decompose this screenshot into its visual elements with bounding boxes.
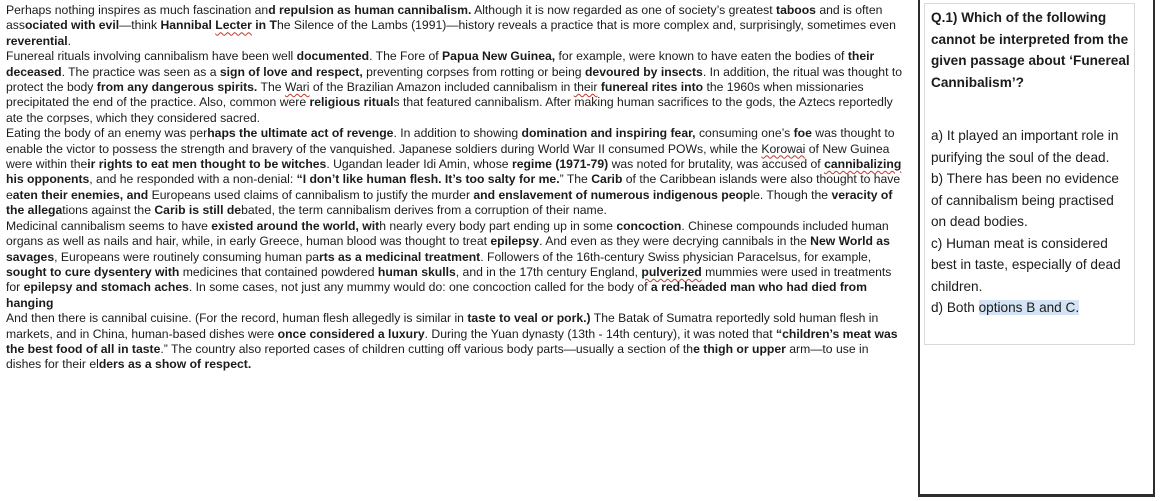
paragraph-intro: Perhaps nothing inspires as much fascination and repulsion as human cannibalism. Although it is now regarded as one of society’s greatest taboos and is often associated with evil—think Hannibal Lecter in The Silence of the Lambs (1991)—history reveals a practice that is more complex and, surprisingly, sometimes even reverential. [6,3,896,48]
question-title: Q.1) Which of the following cannot be interpreted from the given passage about ‘Funereal Cannibalism’? [931,10,1130,90]
option-b[interactable]: b) There has been no evidence of cannibalism being practised on dead bodies. [931,171,1119,229]
paragraph-funereal: Funereal rituals involving cannibalism have been well documented. The Fore of Papua New Guinea, for example, were known to have eaten the bodies of their deceased. The practice was seen as a sign of love and respect, preventing corpses from rotting or being devoured by insects. In addition, the ritual was thought to protect the body from any dangerous spirits. The Wari of the Brazilian Amazon included cannibalism in their funereal rites into the 1960s when missionaries precipitated the end of the practice. Also, common were religious rituals that featured cannibalism. After making human sacrifices to the gods, the Aztecs reportedly ate the corpses, which they considered sacred. [6,49,903,125]
question-card [924,3,1135,345]
option-d[interactable] [931,297,1130,319]
passage-text [6,3,906,373]
option-a[interactable]: a) It played an important role in purifying the soul of the dead. [931,128,1119,165]
option-d-highlighted-text: options B and C. [978,300,1080,315]
option-d-prefix: d) Both [931,300,979,315]
paragraph-revenge: Eating the body of an enemy was perhaps the ultimate act of revenge. In addition to showing domination and inspiring fear, consuming one’s foe was thought to enable the victor to possess the strength and bravery of the vanquished. Japanese soldiers during World War II consumed POWs, while the Korowai of New Guinea were within their rights to eat men thought to be witches. Ugandan leader Idi Amin, whose regime (1971-79) was noted for brutality, was accused of cannibalizing his opponents, and he responded with a non-denial: “I don’t like human flesh. It’s too salty for me.” The Carib of the Caribbean islands were also thought to have eaten their enemies, and Europeans used claims of cannibalism to justify the murder and enslavement of numerous indigenous people. Though the veracity of the allegations against the Carib is still debated, the term cannibalism derives from a corruption of their name. [6,126,902,218]
paragraph-medicinal: Medicinal cannibalism seems to have existed around the world, with nearly every body part ending up in some concoction. Chinese compounds included human organs as well as nails and hair, while, in early Greece, human blood was thought to treat epilepsy. And even as they were decrying cannibals in the New World as savages, Europeans were routinely consuming human parts as a medicinal treatment. Followers of the 16th-century Swiss physician Paracelsus, for example, sought to cure dysentery with medicines that contained powdered human skulls, and in the 17th century England, pulverized mummies were used in treatments for epilepsy and stomach aches. In some cases, not just any mummy would do: one concoction called for the body of a red-headed man who had died from hanging [6,218,892,310]
paragraph-cuisine: And then there is cannibal cuisine. (For the record, human flesh allegedly is similar in taste to veal or pork.) The Batak of Sumatra reportedly sold human flesh in markets, and in China, human-based dishes were once considered a luxury. During the Yuan dynasty (13th - 14th century), it was noted that “children’s meat was the best food of all in taste.” The country also reported cases of children cutting off various body parts—usually a section of the thigh or upper arm—to use in dishes for their elders as a show of respect. [6,311,898,372]
option-c[interactable]: c) Human meat is considered best in taste, especially of dead children. [931,235,1121,294]
